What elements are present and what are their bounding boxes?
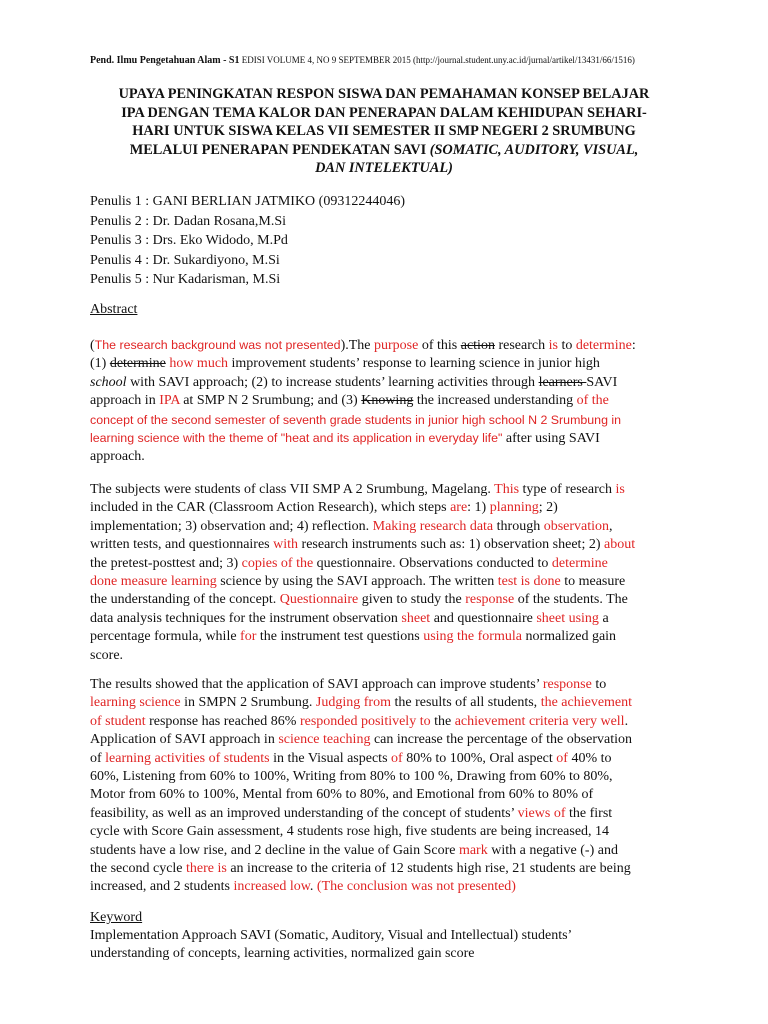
author-4: Penulis 4 : Dr. Sukardiyono, M.Si [90,252,280,268]
text-line: approach in IPA at SMP N 2 Srumbung; and (3) Knowing the increased understanding of the [90,393,609,409]
journal-edition: EDISI VOLUME 4, NO 9 SEPTEMBER 2015 (http://journal.student.uny.ac.id/jurnal/artikel/13431/66/1516) [241,55,635,65]
author-2: Penulis 2 : Dr. Dadan Rosana,M.Si [90,213,286,229]
text-line: The results showed that the application of SAVI approach can improve students’ response to [90,677,607,692]
review-note: The research background was not presented [94,338,341,352]
author-5: Penulis 5 : Nur Kadarisman, M.Si [90,272,281,287]
text-line: Motor from 60% to 100%, Mental from 60% to 80%, and Emotional from 60% to 80% of [90,787,594,803]
text-line: approach. [90,449,145,465]
text-line: included in the CAR (Classroom Action Research), which steps are: 1) planning; 2) [90,500,558,516]
abstract-paragraph-3 [90,676,682,897]
text-line: of student response has reached 86% responded positively to the achievement criteria very well. [90,713,629,729]
abstract-paragraph-1 [90,336,682,467]
title-line: UPAYA PENINGKATAN RESPON SISWA DAN PEMAHAMAN KONSEP BELAJAR [118,86,650,102]
text-line: understanding of concepts, learning activities, normalized gain score [90,946,475,962]
text-line: 60%, Listening from 60% to 100%, Writing from 80% to 100 %, Drawing from 60% to 80%, [90,769,613,785]
author-list [90,192,405,290]
text-line: the understanding of the concept. Questionnaire given to study the response of the students. The [90,592,628,608]
title-line: HARI UNTUK SISWA KELAS VII SEMESTER II SMP NEGERI 2 SRUMBUNG [132,123,636,139]
text-line: Application of SAVI approach in science teaching can increase the percentage of the observation [90,732,633,748]
text-line: (1) determine how much improvement students’ response to learning science in junior high [90,356,600,372]
text-line: implementation; 3) observation and; 4) reflection. Making research data through observation, [90,518,613,534]
title-line: MELALUI PENERAPAN PENDEKATAN SAVI (SOMATIC, AUDITORY, VISUAL, [129,141,639,158]
journal-name: Pend. Ilmu Pengetahuan Alam - S1 [90,55,240,66]
text-line: students have a low rise, and 2 decline in the value of Gain Score mark with a negative (-) and [90,842,618,858]
title-line: IPA DENGAN TEMA KALOR DAN PENERAPAN DALAM KEHIDUPAN SEHARI- [121,104,647,121]
review-note: (The conclusion was not presented) [316,879,516,895]
text-line: school with SAVI approach; (2) to increase students’ learning activities through learners SAVI [90,374,618,390]
keyword-text [90,927,682,964]
title-line: DAN INTELEKTUAL) [315,160,453,176]
text-line: written tests, and questionnaires with research instruments such as: 1) observation sheet; 2) about [90,537,636,553]
text-line: data analysis techniques for the instrument observation sheet and questionnaire sheet using a [90,610,609,626]
text-line: the second cycle there is an increase to the criteria of 12 students high rise, 21 students are being [90,861,631,877]
keyword-heading: Keyword [90,910,143,925]
text-line: percentage formula, while for the instrument test questions using the formula normalized gain [90,629,617,645]
text-line: concept of the second semester of seventh grade students in junior high school N 2 Srumbung in [90,412,622,427]
text-line: Implementation Approach SAVI (Somatic, Auditory, Visual and Intellectual) students’ [90,928,573,943]
author-3: Penulis 3 : Drs. Eko Widodo, M.Pd [90,233,288,248]
text-line: The subjects were students of class VII SMP A 2 Srumbung, Magelang. This type of research is [90,482,625,497]
text-line: of learning activities of students in the Visual aspects of 80% to 100%, Oral aspect of 40% to [90,750,612,766]
text-line: feasibility, as well as an improved understanding of the concept of students’ views of the first [90,805,613,821]
paper-title [92,85,676,178]
text-line: increased, and 2 students increased low. (The conclusion was not presented) [90,879,516,895]
text-line: cycle with Score Gain assessment, 4 students rose high, five students are being increased, 14 [90,824,610,840]
text-line: score. [90,647,124,663]
text-line: the pretest-posttest and; 3) copies of the questionnaire. Observations conducted to determine [90,555,608,571]
text-line: (The research background was not presented).The purpose of this action research is to determine: [90,338,636,353]
text-line: learning science with the theme of "heat and its application in everyday life" after using SAVI [90,431,600,447]
abstract-paragraph-2 [90,481,682,665]
text-line: done measure learning science by using the SAVI approach. The written test is done to measure [90,574,626,590]
journal-header [90,54,700,67]
author-1: Penulis 1 : GANI BERLIAN JATMIKO (09312244046) [90,194,405,209]
text-line: learning science in SMPN 2 Srumbung. Judging from the results of all students, the achievement [90,695,633,711]
abstract-heading: Abstract [90,302,138,317]
